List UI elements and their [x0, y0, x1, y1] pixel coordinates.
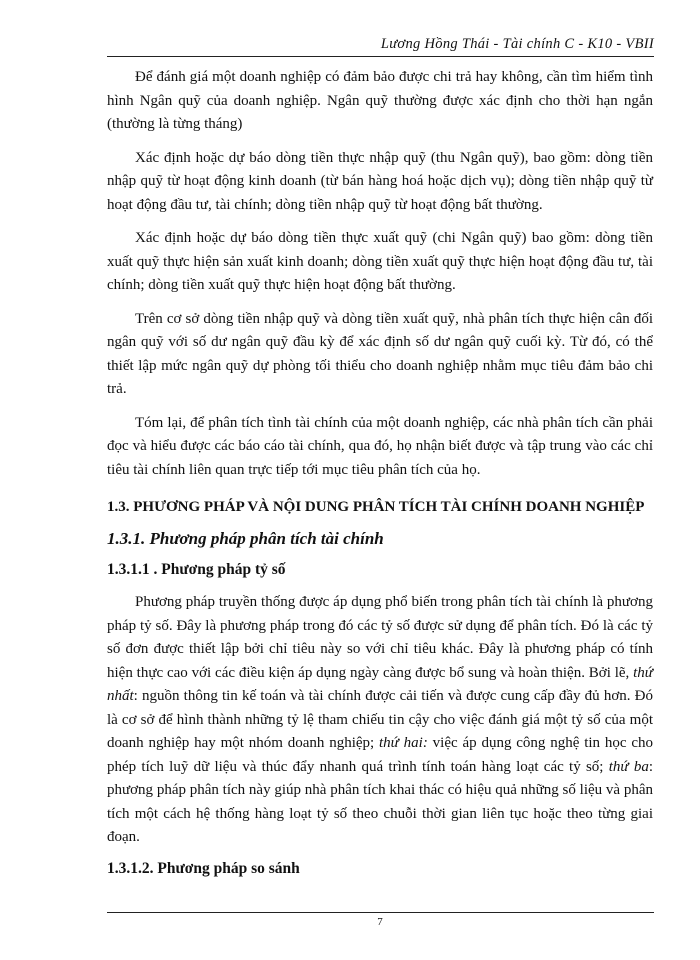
ratio-text-part1: Phương pháp truyền thống được áp dụng phổ biến trong phân tích tài chính là phương pháp tỷ số. Đây là phương pháp trong đó các tỷ số được sử dụng để phân tích. Đó là các tỷ số đơn được thiết lập bởi chỉ tiêu này so với chỉ tiêu khác. Đây là phương pháp có tính hiện thực cao với các điều kiện áp dụng ngày càng được bổ sung và hoàn thiện. Bởi lẽ, [107, 594, 653, 681]
paragraph-summary: Tóm lại, để phân tích tình tài chính của một doanh nghiệp, các nhà phân tích cần phải đọc và hiểu được các báo cáo tài chính, qua đó, họ nhận biết được và tập trung vào các chỉ tiêu tài chính liên quan trực tiếp tới mục tiêu phân tích của họ. [107, 414, 653, 478]
footer-divider [107, 912, 654, 913]
ratio-text-first: thứ nhất [107, 664, 653, 704]
ratio-text-third: thứ ba [608, 758, 649, 775]
paragraph-cash-outflow: Xác định hoặc dự báo dòng tiền thực xuất quỹ (chi Ngân quỹ) bao gồm: dòng tiền xuất quỹ thực hiện sản xuất kinh doanh; dòng tiền xuất quỹ thực hiện hoạt động đầu tư, tài chính; dòng tiền xuất quỹ thực hiện hoạt động bất thường. [107, 230, 653, 293]
section-heading-1-3-1-2: 1.3.1.2. Phương pháp so sánh [107, 859, 300, 877]
section-heading-1-3-1: 1.3.1. Phương pháp phân tích tài chính [107, 529, 384, 548]
paragraph-cash-inflow: Xác định hoặc dự báo dòng tiền thực nhập quỹ (thu Ngân quỹ), bao gồm: dòng tiền nhập quỹ từ hoạt động kinh doanh (từ bán hàng hoá hoặc dịch vụ); dòng tiền nhập quỹ từ hoạt động đầu tư, tài chính; dòng tiền nhập quỹ từ hoạt động bất thường. [107, 149, 653, 213]
ratio-text-second: thứ hai: [379, 735, 428, 751]
page-number: 7 [377, 916, 383, 928]
section-heading-1-3: 1.3. PHƯƠNG PHÁP VÀ NỘI DUNG PHÂN TÍCH TÀI CHÍNH DOANH NGHIỆP [107, 499, 645, 515]
paragraph-ratio-method [107, 591, 653, 850]
section-heading-1-3-1-1: 1.3.1.1 . Phương pháp tỷ số [107, 561, 286, 578]
ratio-text-part4: : phương pháp phân tích này giúp nhà phân tích khai thác có hiệu quả những số liệu và phân tích một cách hệ thống hàng loạt tỷ số theo chuỗi thời gian liên tục hoặc theo từng giai đoạn. [107, 758, 653, 845]
running-title: Lương Hồng Thái - Tài chính C - K10 - VBII [380, 36, 654, 52]
paragraph-cash-assessment: Để đánh giá một doanh nghiệp có đảm bảo được chi trả hay không, cần tìm hiểm tình hình Ngân quỹ của doanh nghiệp. Ngân quỹ thường được xác định cho thời hạn ngắn (thường là từng tháng) [107, 69, 653, 132]
ratio-text-part2: : nguồn thông tin kế toán và tài chính được cải tiến và được cung cấp đầy đủ hơn. Đó là cơ sở để hình thành những tỷ lệ tham chiếu tin cậy cho việc đánh giá một tỷ số của một doanh nghiệp hay một nhóm doanh nghiệp; [107, 688, 653, 751]
paragraph-cash-balance: Trên cơ sở dòng tiền nhập quỹ và dòng tiền xuất quỹ, nhà phân tích thực hiện cân đối ngân quỹ với số dư ngân quỹ đầu kỳ để xác định số dư ngân quỹ cuối kỳ. Từ đó, có thể thiết lập mức ngân quỹ dự phòng tối thiểu cho doanh nghiệp nhằm mục tiêu đảm bảo chi trả. [107, 310, 653, 397]
page-body [107, 66, 653, 890]
running-header [107, 34, 654, 57]
ratio-text-part3: việc áp dụng công nghệ tin học cho phép tích luỹ dữ liệu và thúc đẩy nhanh quá trình tính toán hàng loạt các tỷ số; [107, 735, 654, 775]
